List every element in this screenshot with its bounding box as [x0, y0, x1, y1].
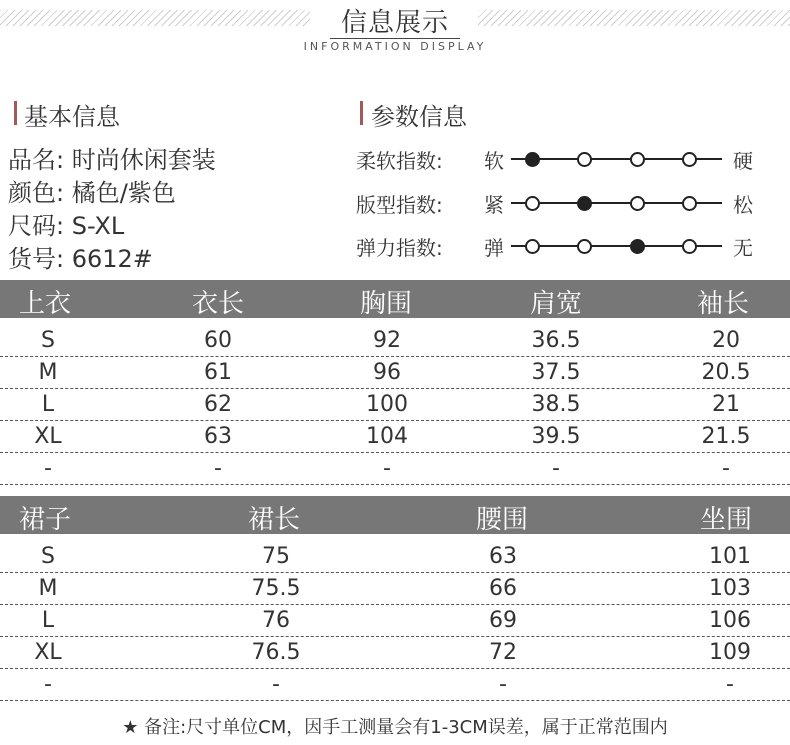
- value-cell: 75: [262, 544, 290, 569]
- param-right-label: 松: [733, 193, 753, 217]
- scale-dot-selected: [525, 152, 540, 167]
- value-cell: 76.5: [251, 640, 301, 665]
- value-cell: 76: [262, 608, 290, 633]
- size-cell: S: [41, 328, 55, 353]
- param-right-label: 无: [733, 236, 753, 260]
- size-cell: M: [38, 576, 58, 601]
- size-cell: XL: [34, 640, 62, 665]
- scale-dot: [682, 239, 697, 254]
- value-cell: 100: [366, 392, 408, 417]
- size-cell: XL: [34, 424, 62, 449]
- value-cell: 21: [712, 392, 740, 417]
- table-row: [0, 668, 790, 701]
- scale-dot: [630, 152, 645, 167]
- param-label: 柔软指数:: [356, 149, 443, 173]
- size-cell: -: [44, 672, 52, 697]
- value-cell: 106: [709, 608, 751, 633]
- table-header: [0, 496, 790, 534]
- column-header: 腰围: [476, 505, 529, 535]
- param-label: 版型指数:: [356, 193, 443, 217]
- table-row: [0, 356, 790, 389]
- value-cell: 63: [489, 544, 517, 569]
- value-cell: -: [272, 672, 280, 697]
- value-cell: 62: [204, 392, 232, 417]
- value-cell: 72: [489, 640, 517, 665]
- value-cell: 20: [712, 328, 740, 353]
- basic-heading: 基本信息: [24, 103, 120, 131]
- basic-heading-bar: [14, 101, 17, 125]
- value-cell: 38.5: [531, 392, 581, 417]
- table-row: [0, 420, 790, 453]
- params-heading: 参数信息: [371, 103, 467, 131]
- size-cell: -: [44, 456, 52, 481]
- value-cell: 75.5: [251, 576, 301, 601]
- page-title: 信息展示: [340, 8, 449, 38]
- scale-dot: [577, 152, 592, 167]
- info-color: 颜色: 橘色/紫色: [8, 179, 176, 207]
- param-scale: [511, 196, 722, 210]
- column-header: 胸围: [360, 289, 413, 319]
- table-row: [0, 604, 790, 637]
- measurement-note: ★ 备注:尺寸单位CM，因手工测量会有1-3CM误差，属于正常范围内: [122, 717, 668, 738]
- table-row: [0, 324, 790, 357]
- title-underline: [330, 38, 460, 39]
- column-header: 肩宽: [530, 289, 583, 319]
- scale-dot: [682, 196, 697, 211]
- param-left-label: 软: [484, 149, 504, 173]
- value-cell: 36.5: [531, 328, 581, 353]
- value-cell: 69: [489, 608, 517, 633]
- value-cell: 66: [489, 576, 517, 601]
- value-cell: -: [499, 672, 507, 697]
- value-cell: -: [214, 456, 222, 481]
- value-cell: 39.5: [531, 424, 581, 449]
- value-cell: 96: [373, 360, 401, 385]
- column-header: 裙子: [19, 505, 72, 535]
- table-row: [0, 572, 790, 605]
- info-size: 尺码: S-XL: [8, 212, 125, 240]
- scale-dot-selected: [577, 196, 592, 211]
- table-header: [0, 280, 790, 318]
- value-cell: -: [726, 672, 734, 697]
- value-cell: 109: [709, 640, 751, 665]
- value-cell: 103: [709, 576, 751, 601]
- param-right-label: 硬: [733, 149, 753, 173]
- scale-dot: [525, 196, 540, 211]
- info-product-name: 品名: 时尚休闲套装: [8, 146, 216, 174]
- size-cell: L: [41, 608, 55, 633]
- value-cell: 37.5: [531, 360, 581, 385]
- column-header: 袖长: [697, 289, 750, 319]
- value-cell: 101: [709, 544, 751, 569]
- size-cell: S: [41, 544, 55, 569]
- scale-dot-selected: [630, 239, 645, 254]
- value-cell: 20.5: [701, 360, 751, 385]
- table-row: [0, 540, 790, 573]
- scale-dot: [630, 196, 645, 211]
- params-heading-bar: [360, 101, 363, 125]
- param-scale: [511, 152, 722, 166]
- table-row: [0, 452, 790, 485]
- param-left-label: 弹: [484, 236, 504, 260]
- column-header: 衣长: [192, 289, 245, 319]
- value-cell: 63: [204, 424, 232, 449]
- value-cell: 104: [366, 424, 408, 449]
- param-left-label: 紧: [484, 193, 504, 217]
- scale-dot: [577, 239, 592, 254]
- value-cell: 92: [373, 328, 401, 353]
- value-cell: 21.5: [701, 424, 751, 449]
- value-cell: -: [722, 456, 730, 481]
- column-header: 坐围: [700, 505, 753, 535]
- param-scale: [511, 239, 722, 253]
- page-subtitle: INFORMATION DISPLAY: [303, 40, 487, 53]
- value-cell: 61: [204, 360, 232, 385]
- param-label: 弹力指数:: [356, 236, 443, 260]
- value-cell: -: [552, 456, 560, 481]
- table-row: [0, 388, 790, 421]
- value-cell: -: [383, 456, 391, 481]
- scale-dot: [525, 239, 540, 254]
- scale-dot: [682, 152, 697, 167]
- size-cell: L: [41, 392, 55, 417]
- info-item-number: 货号: 6612#: [8, 245, 153, 273]
- value-cell: 60: [204, 328, 232, 353]
- column-header: 裙长: [248, 505, 301, 535]
- size-cell: M: [38, 360, 58, 385]
- table-row: [0, 636, 790, 669]
- column-header: 上衣: [19, 289, 72, 319]
